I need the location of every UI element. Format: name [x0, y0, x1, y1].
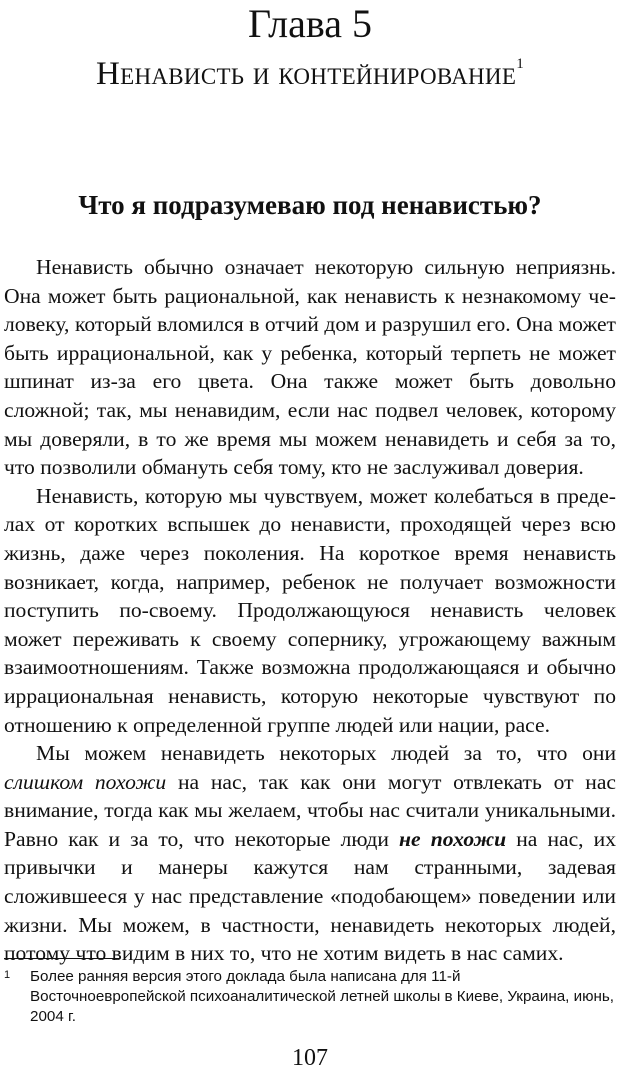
chapter-number: Глава 5 [248, 1, 372, 46]
paragraph-1: Ненависть обычно означает некоторую сильную неприязнь. Она может быть рациональной, как ненависть к незнакомому человеку, который вломился в отчий дом и разрушил его. Она может быть иррациональной, как у ребенка, который терпеть не может шпинат из-за его цвета. Она также может быть довольно сложной; так, мы ненавидим, если нас подвел человек, которому мы доверяли, в то же время мы можем ненавидеть и себя за то, что позволили обмануть себя тому, кто не заслуживал доверия. [4, 255, 616, 480]
footnote-text: Более ранняя версия этого доклада была написана для 11-й Восточноевропейской психоаналитической летней школы в Киеве, Украина, июнь, 2004 г. [30, 968, 614, 1025]
paragraph-3-part-2: на нас, так как они могут отвлекать от нас внимание, тогда как мы желаем, чтобы нас считали уникальными. Равно как и за то, что некоторые люди [4, 769, 616, 851]
footnote [4, 967, 616, 1027]
emphasis-not-similar: не похожи [399, 826, 507, 851]
paragraph-3-part-1: Мы можем ненавидеть некоторых людей за то, что они [36, 741, 616, 766]
footnote-mark: 1 [4, 969, 11, 981]
page-number: 107 [292, 1045, 328, 1071]
body-text [4, 253, 616, 968]
paragraph-3 [4, 739, 616, 968]
chapter-title [0, 48, 620, 94]
paragraph-2: Ненависть, которую мы чувствуем, может колебаться в пределах от коротких вспышек до ненависти, проходящей через всю жизнь, даже через поколения. На короткое время ненависть возникает, когда, например, ребенок не получает возможности поступить по-своему. Продолжающуюся ненависть человек может переживать к своему сопернику, угрожающему важным взаимоотношениям. Также возможна продолжающаяся и обычно иррациональная ненависть, которую некоторые чувствуют по отношению к определенной группе людей или нации, расе. [4, 483, 616, 737]
section-heading: Что я подразумеваю под ненавистью? [78, 190, 542, 220]
chapter-footnote-ref[interactable]: 1 [516, 56, 525, 72]
chapter-title-text: Ненависть и контейнирование [95, 56, 517, 92]
emphasis-too-similar: слишком похожи [4, 769, 167, 794]
footnote-divider [4, 958, 120, 959]
paragraph-3-part-3: на нас, их привычки и манеры кажутся нам странными, задевая сложившееся у нас представление «подобающем» поведении или жизни. Мы можем, в частности, ненавидеть некоторых людей, потому что видим в них то, что не хотим видеть в нас самих. [4, 826, 616, 966]
